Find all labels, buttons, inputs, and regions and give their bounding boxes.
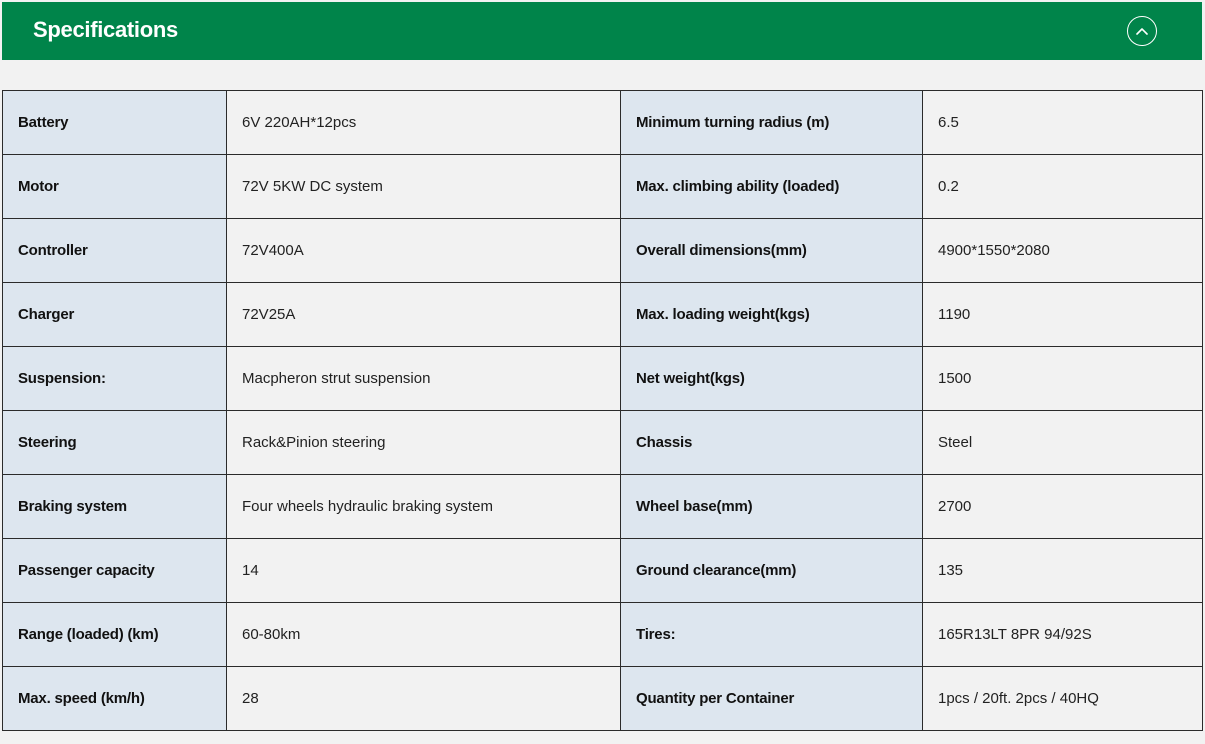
table-row — [3, 603, 1203, 667]
specifications-header[interactable] — [2, 2, 1202, 60]
spec-value: 0.2 — [923, 155, 1203, 219]
spec-value: 28 — [227, 667, 621, 731]
spec-value: 6V 220AH*12pcs — [227, 91, 621, 155]
spec-label: Motor — [3, 155, 227, 219]
spec-label: Tires: — [621, 603, 923, 667]
spec-value: 6.5 — [923, 91, 1203, 155]
spec-label: Battery — [3, 91, 227, 155]
spec-value: 72V400A — [227, 219, 621, 283]
spec-label: Max. loading weight(kgs) — [621, 283, 923, 347]
table-row — [3, 347, 1203, 411]
spec-label: Quantity per Container — [621, 667, 923, 731]
spec-value: 2700 — [923, 475, 1203, 539]
table-row — [3, 155, 1203, 219]
spec-label: Max. speed (km/h) — [3, 667, 227, 731]
section-title: Specifications — [33, 17, 178, 42]
spec-label: Net weight(kgs) — [621, 347, 923, 411]
spec-label: Wheel base(mm) — [621, 475, 923, 539]
spec-label: Ground clearance(mm) — [621, 539, 923, 603]
spec-label: Suspension: — [3, 347, 227, 411]
spec-value: Four wheels hydraulic braking system — [227, 475, 621, 539]
spec-value: Rack&Pinion steering — [227, 411, 621, 475]
table-row — [3, 667, 1203, 731]
table-row — [3, 91, 1203, 155]
specifications-table — [2, 90, 1203, 731]
spec-value: Macpheron strut suspension — [227, 347, 621, 411]
chevron-up-icon — [1135, 26, 1149, 36]
spec-label: Charger — [3, 283, 227, 347]
spec-value: 72V25A — [227, 283, 621, 347]
spec-value: 1190 — [923, 283, 1203, 347]
spec-label: Braking system — [3, 475, 227, 539]
spec-label: Minimum turning radius (m) — [621, 91, 923, 155]
spec-label: Passenger capacity — [3, 539, 227, 603]
spec-label: Steering — [3, 411, 227, 475]
table-row — [3, 475, 1203, 539]
spec-label: Max. climbing ability (loaded) — [621, 155, 923, 219]
spec-value: 14 — [227, 539, 621, 603]
spec-value: 60-80km — [227, 603, 621, 667]
spec-label: Chassis — [621, 411, 923, 475]
spec-value: 135 — [923, 539, 1203, 603]
spec-value: 72V 5KW DC system — [227, 155, 621, 219]
spec-label: Controller — [3, 219, 227, 283]
spec-label: Overall dimensions(mm) — [621, 219, 923, 283]
spec-label: Range (loaded) (km) — [3, 603, 227, 667]
spec-value: 1500 — [923, 347, 1203, 411]
spec-value: 4900*1550*2080 — [923, 219, 1203, 283]
spec-value: Steel — [923, 411, 1203, 475]
table-row — [3, 219, 1203, 283]
table-row — [3, 411, 1203, 475]
collapse-toggle-button[interactable] — [1127, 16, 1157, 46]
table-row — [3, 283, 1203, 347]
spec-value: 1pcs / 20ft. 2pcs / 40HQ — [923, 667, 1203, 731]
table-row — [3, 539, 1203, 603]
spec-value: 165R13LT 8PR 94/92S — [923, 603, 1203, 667]
